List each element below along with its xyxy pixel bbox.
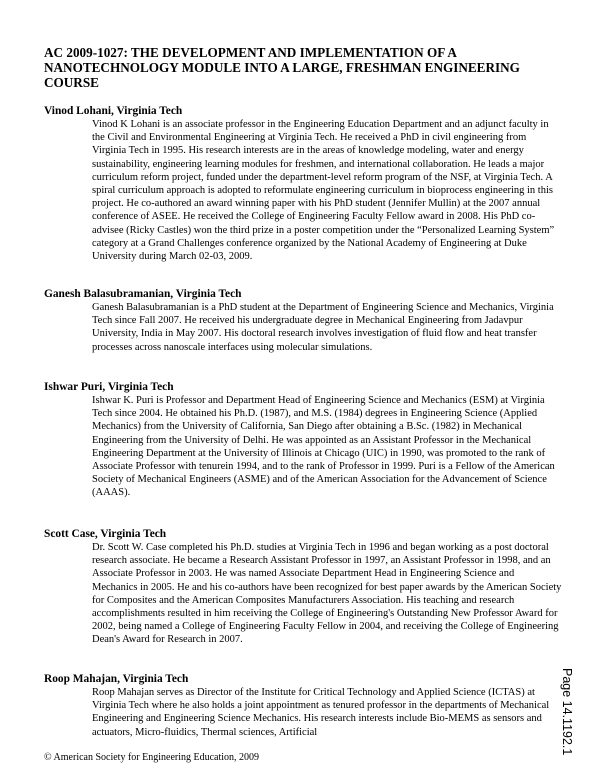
author-bio-balasubramanian: Ganesh Balasubramanian is a PhD student at the Department of Engineering Science and Mechanics, Virginia Tech since Fall 2007. He received his undergraduate degree in Mechanical Engineering from Jadavpur University, India in May 2007. His doctoral research involves investigation of fluid flow and heat transfer processes across nanoscale interfaces using molecular simulations. xyxy=(92,302,554,353)
author-bio-puri: Ishwar K. Puri is Professor and Department Head of Engineering Science and Mechanics (ESM) at Virginia Tech since 2004. He obtained his Ph.D. (1987), and M.S. (1984) degrees in Engineering Science (Applied Mechanics) from the University of California, San Diego after obtaining a B.Sc. (1982) in Mechanical Engineering from the University of Delhi. He was appointed as an Assistant Professor in the Mechanical Engineering Department at the University of Illinois at Chicago (UIC) in 1990, was promoted to the rank of Associate Professor with tenurein 1994, and to the rank of Professor in 1999. Puri is a Fellow of the American Society of Mechanical Engineers (ASME) and of the American Association for the Advancement of Science (AAAS). xyxy=(92,395,555,499)
author-name-balasubramanian: Ganesh Balasubramanian, Virginia Tech xyxy=(44,288,242,300)
author-bio-lohani: Vinod K Lohani is an associate professor in the Engineering Education Department and an adjunct faculty in the Civil and Environmental Engineering at Virginia Tech. He received a PhD in civil engineering from Virginia Tech in 1995. His research interests are in the areas of knowledge modeling, water and energy sustainability, engineering learning modules for freshmen, and international collaboration. He leads a major curriculum reform project, funded under the department-level reform program of the NSF, at Virginia Tech. A spiral curriculum approach is adopted to reformulate engineering curriculum in bioprocess engineering in this project. He co-authored an award winning paper with his PhD student (Jennifer Mullin) at the 2007 annual conference of ASEE. He received the College of Engineering Faculty Fellow award in 2008. His PhD co-advisee (Ricky Castles) won the third prize in a poster competition under the “Personalized Learning System” category at a Grand Challenges conference organized by the National Academy of Engineering at Duke University during March 02-03, 2009. xyxy=(92,119,555,263)
author-name-mahajan: Roop Mahajan, Virginia Tech xyxy=(44,673,189,685)
copyright-footer: © American Society for Engineering Education, 2009 xyxy=(44,752,260,763)
author-bio-case: Dr. Scott W. Case completed his Ph.D. studies at Virginia Tech in 1996 and began working as a post doctoral research associate. He became a Research Assistant Professor in 1997, an Assistant Professor in 1998, and an Associate Professor in 2003. He was named Associate Department Head in Engineering Science and Mechanics in 2005. He and his co-authors have been recognized for best paper awards by the American Society for Composites and the American Composites Manufacturers Association. His teaching and research accomplishments resulted in him receiving the College of Engineering's Outstanding New Professor Award for 2002, being named a College of Engineering Faculty Fellow in 2004, and receiving the College of Engineering Dean's Award for Research in 2007. xyxy=(92,542,562,646)
author-name-case: Scott Case, Virginia Tech xyxy=(44,528,167,540)
author-bio-mahajan: Roop Mahajan serves as Director of the Institute for Critical Technology and Applied Science (ICTAS) at Virginia Tech where he also holds a joint appointment as tenured professor in the departments of Mechanical Engineering and Engineering Science Mechanics. His research interests include Bio-MEMS as sensors and actuators, Micro-fluidics, Thermal sciences, Artificial xyxy=(92,687,550,738)
paper-title: AC 2009-1027: THE DEVELOPMENT AND IMPLEMENTATION OF A NANOTECHNOLOGY MODULE INTO A LARGE, FRESHMAN ENGINEERING COURSE xyxy=(44,45,520,90)
author-name-puri: Ishwar Puri, Virginia Tech xyxy=(44,381,174,393)
author-name-lohani: Vinod Lohani, Virginia Tech xyxy=(44,105,183,117)
page-number: Page 14.1192.1 xyxy=(560,668,574,756)
